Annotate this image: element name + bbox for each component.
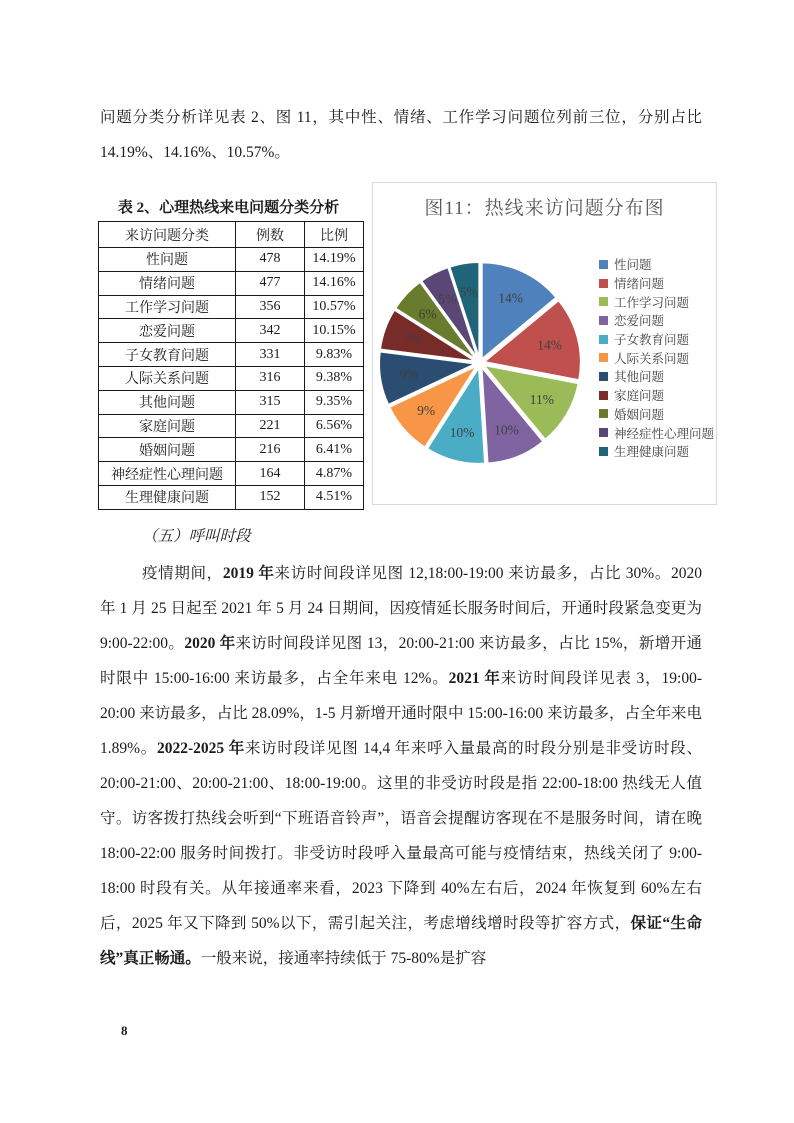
bold-text-run: 保证“生命线”真正畅通。	[100, 915, 702, 967]
table-row	[99, 271, 364, 295]
pie-chart	[373, 221, 603, 504]
table-cell: 子女教育问题	[99, 343, 236, 367]
pie-slice-label: 9%	[399, 366, 418, 382]
legend-label: 神经症性心理问题	[614, 426, 715, 441]
legend-label: 情绪问题	[614, 277, 665, 292]
legend-swatch	[599, 391, 608, 400]
table-cell: 其他问题	[99, 390, 236, 414]
legend-label: 性问题	[614, 258, 652, 273]
legend-label: 其他问题	[614, 370, 665, 385]
table-cell: 164	[236, 462, 305, 486]
bold-text-run: 2020 年	[184, 635, 236, 652]
table-header-cell: 来访问题分类	[99, 222, 236, 248]
table-body	[99, 248, 364, 510]
legend-label: 婚姻问题	[614, 407, 665, 422]
intro-paragraph	[100, 100, 702, 170]
text-run: 疫情期间，	[142, 565, 223, 582]
table-row	[99, 319, 364, 343]
table-row	[99, 343, 364, 367]
pie-slice-label: 5%	[438, 291, 457, 307]
pie-slice-label: 11%	[529, 392, 555, 408]
pie-slice-label: 10%	[449, 425, 475, 441]
legend-item	[599, 367, 714, 386]
table-cell: 221	[236, 414, 305, 438]
legend-label: 家庭问题	[614, 389, 665, 404]
table-cell: 331	[236, 343, 305, 367]
legend-item	[599, 292, 714, 311]
table-cell: 4.87%	[305, 462, 364, 486]
table-header-row	[99, 222, 364, 248]
table-cell: 恋爱问题	[99, 319, 236, 343]
table-cell: 477	[236, 271, 305, 295]
table-cell: 6.56%	[305, 414, 364, 438]
legend-item	[599, 274, 714, 293]
pie-chart-figure	[372, 182, 717, 505]
legend-swatch	[599, 335, 608, 344]
table-header-cell: 比例	[305, 222, 364, 248]
legend-swatch	[599, 297, 608, 306]
table-title: 表 2、心理热线来电问题分类分析	[117, 200, 340, 216]
text-run: 来访时间段详见图 13，20:00-21:00 来访最多，占比 15%，新增开通时限中 15:00-16:00 来访最多，占全年来电 12%。	[100, 635, 702, 687]
legend-swatch	[599, 279, 608, 288]
table-cell: 342	[236, 319, 305, 343]
legend-swatch	[599, 260, 608, 269]
text-run: 一般来说，接通率持续低于 75-80%是扩容	[200, 950, 487, 967]
page-number: 8	[121, 1023, 128, 1038]
table-row	[99, 438, 364, 462]
table-row	[99, 485, 364, 509]
table-cell: 9.35%	[305, 390, 364, 414]
pie-slice-label: 14%	[537, 337, 563, 353]
legend-item	[599, 330, 714, 349]
text-run: 来访时间段详见图 12,18:00-19:00 来访最多，占比 30%。2020 年 1 月 25 日起至 2021 年 5 月 24 日期间，因疫情延长服务时间后，开通时段紧急变更为 9:00-22:00。	[100, 565, 702, 652]
text-run: 来访时间段详见表 3，19:00-20:00 来访最多，占比 28.09%，1-5 月新增开通时限中 15:00-16:00 来访最多，占全年来电 1.89%。	[100, 670, 702, 757]
section-heading: （五）呼叫时段	[142, 528, 251, 545]
legend-swatch	[599, 372, 608, 381]
table-row	[99, 248, 364, 272]
table-cell: 生理健康问题	[99, 485, 236, 509]
table-cell: 10.57%	[305, 295, 364, 319]
table-cell: 工作学习问题	[99, 295, 236, 319]
table-cell: 4.51%	[305, 485, 364, 509]
legend-item	[599, 348, 714, 367]
pie-slice-label: 10%	[494, 422, 519, 438]
table-cell: 家庭问题	[99, 414, 236, 438]
legend-swatch	[599, 428, 608, 437]
legend-item	[599, 255, 714, 274]
table-cell: 14.16%	[305, 271, 364, 295]
table-cell: 315	[236, 390, 305, 414]
legend-swatch	[599, 316, 608, 325]
table-row	[99, 462, 364, 486]
legend-label: 工作学习问题	[614, 295, 690, 310]
legend-label: 恋爱问题	[614, 314, 665, 329]
table-cell: 14.19%	[305, 248, 364, 272]
table-cell: 356	[236, 295, 305, 319]
table-cell: 神经症性心理问题	[99, 462, 236, 486]
table-cell: 316	[236, 366, 305, 390]
table-cell: 216	[236, 438, 305, 462]
legend-item	[599, 423, 714, 442]
legend-label: 人际关系问题	[614, 351, 690, 366]
chart-legend	[599, 255, 714, 461]
chart-title: 图11：热线来访问题分布图	[424, 198, 665, 219]
table-row	[99, 295, 364, 319]
classification-table	[98, 221, 364, 510]
text-run: 问题分类分析详见表 2、图 11，其中性、情绪、工作学习问题位列前三位，分别占比 14.19%、14.16%、10.57%。	[100, 109, 702, 161]
legend-swatch	[599, 353, 608, 362]
table-row	[99, 390, 364, 414]
table-cell: 婚姻问题	[99, 438, 236, 462]
section-paragraph	[100, 556, 702, 976]
table-cell: 152	[236, 485, 305, 509]
bold-text-run: 2019 年	[222, 565, 275, 582]
legend-label: 生理健康问题	[614, 445, 690, 460]
bold-text-run: 2022-2025 年	[156, 740, 245, 757]
table-cell: 9.83%	[305, 343, 364, 367]
table-row	[99, 366, 364, 390]
legend-item	[599, 386, 714, 405]
table-cell: 6.41%	[305, 438, 364, 462]
pie-slice-label: 9%	[417, 403, 436, 419]
table-cell: 10.15%	[305, 319, 364, 343]
legend-label: 子女教育问题	[614, 333, 690, 348]
table-cell: 478	[236, 248, 305, 272]
legend-item	[599, 405, 714, 424]
legend-swatch	[599, 447, 608, 456]
table-row	[99, 414, 364, 438]
table-cell: 9.38%	[305, 366, 364, 390]
pie-slice-label: 14%	[498, 290, 523, 306]
legend-item	[599, 442, 714, 461]
bold-text-run: 2021 年	[448, 670, 501, 687]
table-header-cell: 例数	[236, 222, 305, 248]
pie-slice-label: 5%	[459, 284, 478, 300]
table-cell: 性问题	[99, 248, 236, 272]
legend-swatch	[599, 409, 608, 418]
text-run: 来访时段详见图 14,4 年来呼入量最高的时段分别是非受访时段、20:00-21:00、20:00-21:00、18:00-19:00。这里的非受访时段是指 22:00-18:00 热线无人值守。访客拨打热线会听到“下班语音铃声”，语音会提醒访客现在不是服务时间，请在晚 18:00-22:00 服务时间拨打。非受访时段呼入量最高可能与疫情结束，热线关闭了 9:00-18:00 时段有关。从年接通率来看，2023 下降到 40%左右后，2024 年恢复到 60%左右后，2025 年又下降到 50%以下，需引起关注，考虑增线增时段等扩容方式，	[100, 740, 702, 932]
pie-slice-label: 6%	[418, 306, 437, 322]
legend-item	[599, 311, 714, 330]
pie-slice-label: 7%	[403, 331, 422, 347]
table-cell: 人际关系问题	[99, 366, 236, 390]
table-head	[99, 222, 364, 248]
table-cell: 情绪问题	[99, 271, 236, 295]
